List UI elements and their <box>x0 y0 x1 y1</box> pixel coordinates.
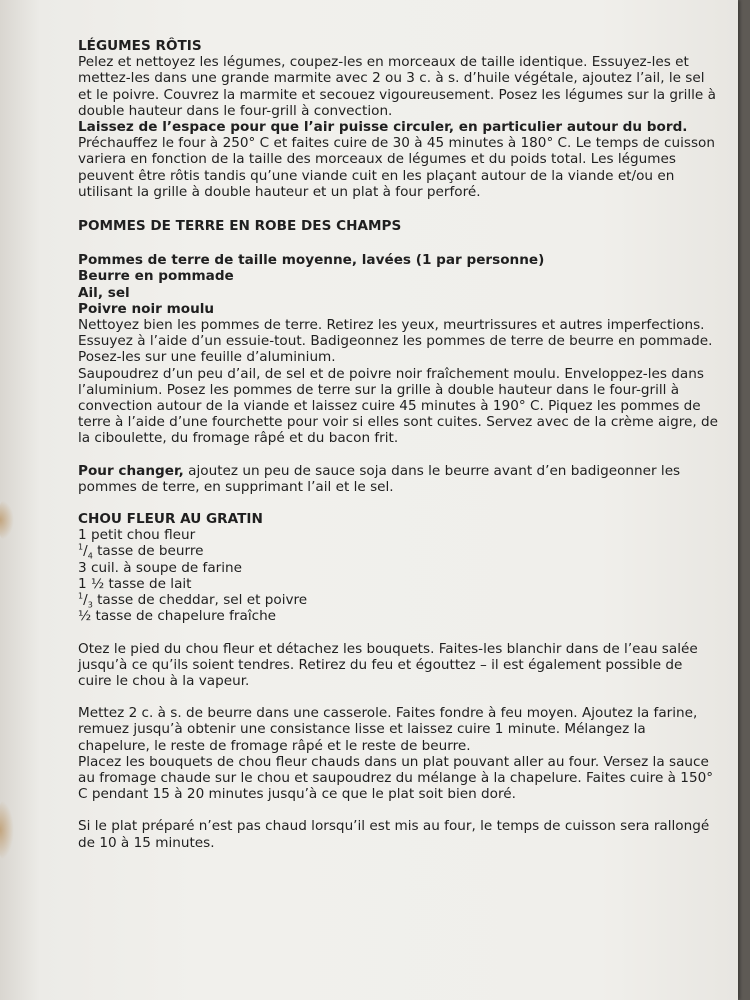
section-title-chou: CHOU FLEUR AU GRATIN <box>78 511 263 528</box>
pommes-variation <box>78 463 718 495</box>
ingredient-line: Beurre en pommade <box>78 268 234 285</box>
section-title-pommes: POMMES DE TERRE EN ROBE DES CHAMPS <box>78 218 402 235</box>
ingredient-line: $^1/_4$ tasse de beurre <box>78 542 204 562</box>
legumes-intro: Pelez et nettoyez les légumes, coupez-les en morceaux de taille identique. Essuyez-les et mettez-les dans une grande marmite avec 2 ou 3 c. à s. d’huile végétale, ajoutez l’ail, le sel et le poivre. Couvrez la marmite et secouez vigoureusement. Posez les légumes sur la grille à double hauteur dans le four-grill à convection. <box>78 54 716 119</box>
pommes-step-2: Saupoudrez d’un peu d’ail, de sel et de poivre noir fraîchement moulu. Enveloppez-les dans l’aluminium. Posez les pommes de terre sur la grille à double hauteur dans le four-grill à convection autour de la viande et laissez cuire 45 minutes à 190° C. Piquez les pommes de terre à l’aide d’une fourchette pour voir si elles sont cuites. Servez avec de la crème aigre, de la ciboulette, du fromage râpé et du bacon frit. <box>78 365 718 447</box>
pommes-step-1: Nettoyez bien les pommes de terre. Retirez les yeux, meurtrissures et autres imperfections. Essuyez à l’aide d’un essuie-tout. Badigeonnez les pommes de terre de beurre en pommade. Posez-les sur une feuille d’aluminium. <box>78 317 713 366</box>
chou-para-3: Placez les bouquets de chou fleur chauds dans un plat pouvant aller au four. Versez la sauce au fromage chaude sur le chou et saupoudrez du mélange à la chapelure. Faites cuire à 150° C pendant 15 à 20 minutes jusqu’à ce que le plat soit bien doré. <box>78 753 714 803</box>
ingredient-line: Ail, sel <box>78 284 130 301</box>
ingredient-line: 1 ½ tasse de lait <box>78 575 192 592</box>
section-title-legumes: LÉGUMES RÔTIS <box>78 38 202 54</box>
chou-para-2: Mettez 2 c. à s. de beurre dans une casserole. Faites fondre à feu moyen. Ajoutez la farine, remuez jusqu’à obtenir une consistance lisse et laissez cuire 1 minute. Mélangez la chapelure, le reste de fromage râpé et le reste de beurre. <box>78 705 698 754</box>
ingredient-line: 3 cuil. à soupe de farine <box>78 559 243 576</box>
recipe-content <box>78 38 718 851</box>
legumes-warning: Laissez de l’espace pour que l’air puisse circuler, en particulier autour du bord. <box>78 119 688 136</box>
ingredient-line: Pommes de terre de taille moyenne, lavées (1 par personne) <box>78 252 545 269</box>
ingredient-line: Poivre noir moulu <box>78 300 215 317</box>
variation-label: Pour changer, <box>78 462 184 479</box>
stain-mark <box>0 500 14 540</box>
ingredient-line: $^1/_3$ tasse de cheddar, sel et poivre <box>78 591 308 610</box>
chou-para-4: Si le plat préparé n’est pas chaud lorsqu’il est mis au four, le temps de cuisson sera rallongé de 10 à 15 minutes. <box>78 818 710 851</box>
ingredient-line: ½ tasse de chapelure fraîche <box>78 608 277 625</box>
stain-mark <box>0 800 14 860</box>
chou-para-1: Otez le pied du chou fleur et détachez les bouquets. Faites-les blanchir dans de l’eau salée jusqu’à ce qu’ils soient tendres. Retirez du feu et égouttez – il est également possible de cuire le chou à la vapeur. <box>78 640 698 689</box>
legumes-cooking: Préchauffez le four à 250° C et faites cuire de 30 à 45 minutes à 180° C. Le temps de cuisson variera en fonction de la taille des morceaux de légumes et du poids total. Les légumes peuvent être rôtis tandis qu’une viande cuit en les plaçant autour de la viande et/ou en utilisant la grille à double hauteur et un plat à four perforé. <box>78 135 715 200</box>
ingredient-line: 1 petit chou fleur <box>78 527 196 544</box>
variation-text: ajoutez un peu de sauce soja dans le beurre avant d’en badigeonner les pommes de terre, en supprimant l’ail et le sel. <box>78 462 681 495</box>
